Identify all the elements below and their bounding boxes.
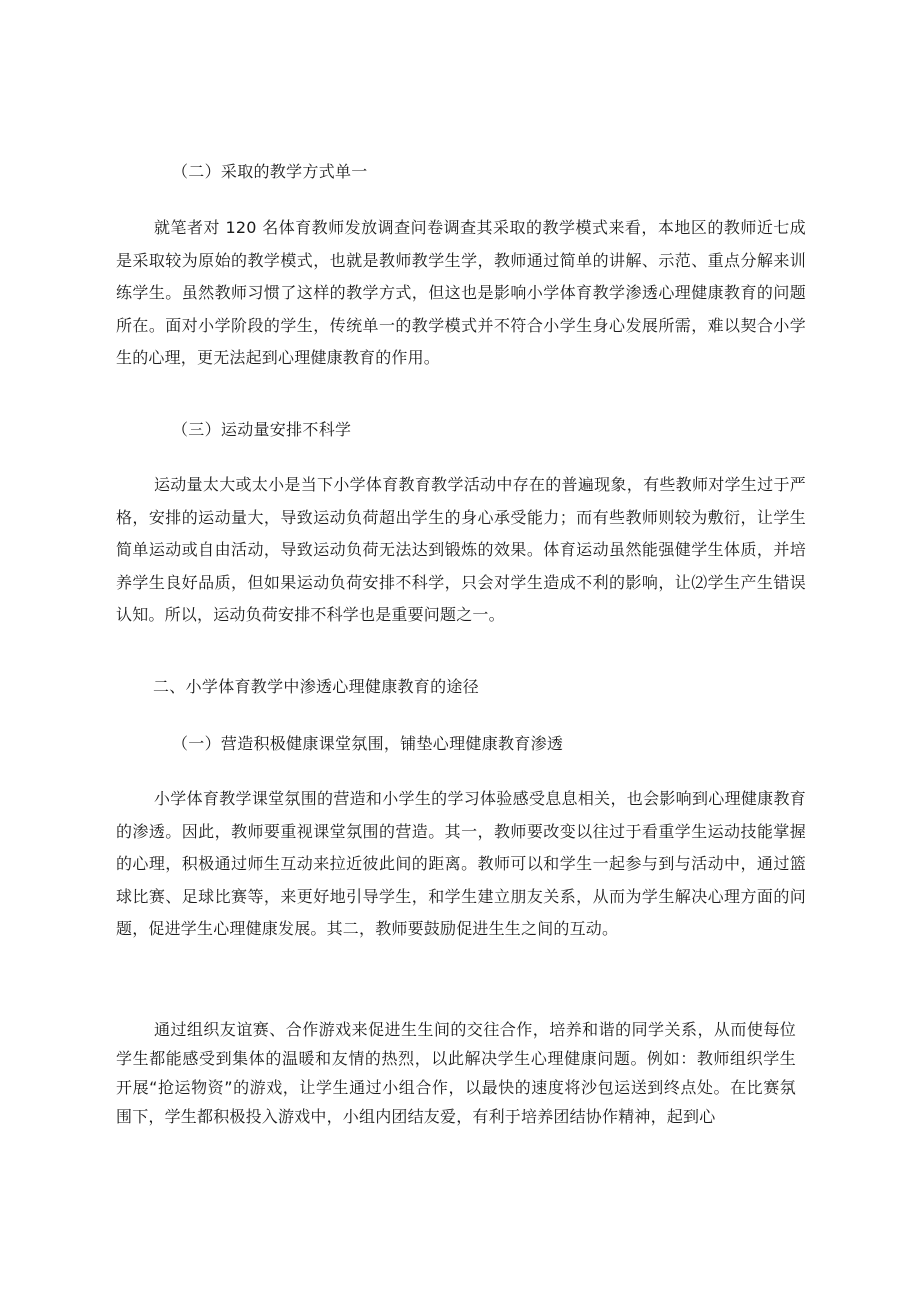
paragraph-exercise-load: 运动量太大或太小是当下小学体育教育教学活动中存在的普遍现象，有些教师对学生过于严格，安排的运动量大，导致运动负荷超出学生的身心承受能力；而有些教师则较为敷衍，让学生简单运动或自由活动，导致运动负荷无法达到锻炼的效果。体育运动虽然能强健学生体质，并培养学生良好品质，但如果运动负荷安排不科学，只会对学生造成不利的影响，让⑵学生产生错误认知。所以，运动负荷安排不科学也是重要问题之一。 bbox=[116, 475, 806, 624]
paragraph-teaching-mode: 就笔者对 120 名体育教师发放调查问卷调查其采取的教学模式来看，本地区的教师近七成是采取较为原始的教学模式，也就是教师教学生学，教师通过简单的讲解、示范、重点分解来训练学生。虽然教师习惯了这样的教学方式，但这也是影响小学体育教学渗透心理健康教育的问题所在。面对小学阶段的学生，传统单一的教学模式并不符合小学生身心发展所需，难以契合小学生的心理，更无法起到心理健康教育的作用。 bbox=[116, 218, 806, 367]
paragraph-classroom-atmosphere: 小学体育教学课堂氛围的营造和小学生的学习体验感受息息相关，也会影响到心理健康教育的渗透。因此，教师要重视课堂氛围的营造。其一，教师要改变以往过于看重学生运动技能掌握的心理，积极通过师生互动来拉近彼此间的距离。教师可以和学生一起参与到与活动中，通过篮球比赛、足球比赛等，来更好地引导学生，和学生建立朋友关系，从而为学生解决心理方面的问题，促进学生心理健康发展。其二，教师要鼓励促进生生之间的互动。 bbox=[116, 789, 806, 938]
subheading-teaching-mode: （二）采取的教学方式单一 bbox=[172, 162, 368, 181]
paragraph-cooperative-games: 通过组织友谊赛、合作游戏来促进生生间的交往合作，培养和谐的同学关系，从而使每位学生都能感受到集体的温暖和友情的热烈，以此解决学生心理健康问题。例如：教师组织学生开展“抢运物资”的游戏，让学生通过小组合作，以最快的速度将沙包运送到终点处。在比赛氛围下，学生都积极投入游戏中，小组内团结友爱，有利于培养团结协作精神，起到心 bbox=[116, 1020, 796, 1126]
subheading-exercise-load: （三）运动量安排不科学 bbox=[172, 420, 352, 439]
subheading-classroom-atmosphere: （一）营造积极健康课堂氛围，铺垫心理健康教育渗透 bbox=[172, 734, 564, 753]
section-heading-approaches: 二、小学体育教学中渗透心理健康教育的途径 bbox=[153, 677, 480, 696]
